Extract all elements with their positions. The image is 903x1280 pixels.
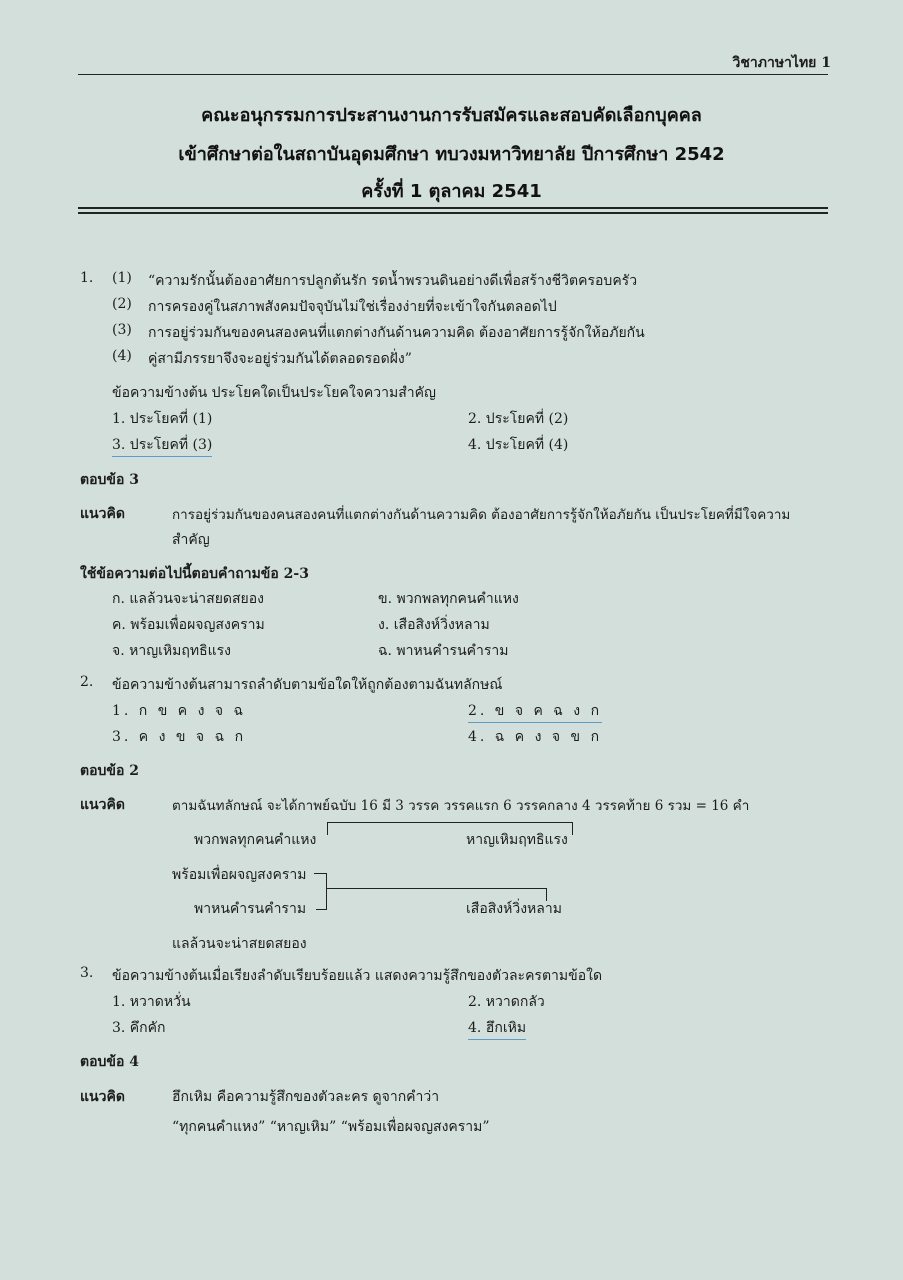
- diagram-verse-5: เสือสิงห์วิ่งหลาม: [466, 901, 562, 917]
- diagram-verse-4: พาหนคำรนคำราม: [194, 901, 307, 917]
- title-line-1: คณะอนุกรรมการประสานงานการรับสมัครและสอบคัดเลือกบุคคล: [201, 105, 702, 126]
- q2-idea: ตามฉันทลักษณ์ จะได้กาพย์ฉบับ 16 มี 3 วรรค วรรคแรก 6 วรรคกลาง 4 วรรคท้าย 6 รวม = 16 คำ: [172, 798, 750, 814]
- q1-s3-number: (3): [112, 322, 132, 338]
- q1-option-1: 1. ประโยคที่ (1): [112, 411, 213, 427]
- q2-number: 2.: [80, 674, 94, 690]
- q1-idea-label: แนวคิด: [80, 506, 125, 522]
- title-line-2: เข้าศึกษาต่อในสถาบันอุดมศึกษา ทบวงมหาวิทยาลัย ปีการศึกษา 2542: [178, 144, 725, 165]
- q3-option-1: 1. หวาดหวั่น: [112, 994, 191, 1010]
- verse-kho: ข. พวกพลทุกคนคำแหง: [378, 591, 519, 607]
- bracket-line-4: [316, 909, 327, 910]
- title-line-3: ครั้งที่ 1 ตุลาคม 2541: [361, 181, 542, 202]
- q1-option-4: 4. ประโยคที่ (4): [468, 437, 569, 453]
- verse-ngo: ง. เสือสิงห์วิ่งหลาม: [378, 617, 490, 633]
- diagram-verse-6: แลล้วนจะน่าสยดสยอง: [172, 936, 307, 952]
- q1-option-3: 3. ประโยคที่ (3): [112, 434, 212, 457]
- q2-option-3: 3. ค ง ข จ ฉ ก: [112, 729, 247, 745]
- verse-ka: ก. แลล้วนจะน่าสยดสยอง: [112, 591, 264, 607]
- q2-option-1: 1. ก ข ค ง จ ฉ: [112, 703, 247, 719]
- q3-idea-line-2: “ทุกคนคำแหง” “หาญเหิม” “พร้อมเพื่อผจญสงคราม”: [172, 1119, 490, 1135]
- q1-sentence-2: การครองคู่ในสภาพสังคมปัจจุบันไม่ใช่เรื่องง่ายที่จะเข้าใจกันตลอดไป: [148, 299, 557, 315]
- q3-idea-line-1: ฮึกเหิม คือความรู้สึกของตัวละคร ดูจากคำว่า: [172, 1089, 440, 1105]
- q1-sentence-1: “ความรักนั้นต้องอาศัยการปลูกต้นรัก รดน้ำพรวนดินอย่างดีเพื่อสร้างชีวิตครอบครัว: [148, 273, 638, 289]
- header-rule: [78, 74, 828, 75]
- q1-option-2: 2. ประโยคที่ (2): [468, 411, 569, 427]
- diagram-verse-1: พวกพลทุกคนคำแหง: [194, 832, 317, 848]
- diagram-verse-2: หาญเหิมฤทธิแรง: [466, 832, 568, 848]
- q3-idea-label: แนวคิด: [80, 1089, 125, 1105]
- q1-idea-line-2: สำคัญ: [172, 532, 210, 548]
- q1-number: 1.: [80, 270, 94, 286]
- q1-sentence-4: คู่สามีภรรยาจึงจะอยู่ร่วมกันได้ตลอดรอดฝั่ง”: [148, 351, 412, 367]
- q1-s2-number: (2): [112, 296, 132, 312]
- q2-option-4: 4. ฉ ค ง จ ข ก: [468, 729, 603, 745]
- q2-answer: ตอบข้อ 2: [80, 763, 139, 779]
- q1-answer: ตอบข้อ 3: [80, 472, 139, 488]
- q3-number: 3.: [80, 965, 94, 981]
- q1-s1-number: (1): [112, 270, 132, 286]
- q3-answer: ตอบข้อ 4: [80, 1054, 139, 1070]
- verse-jo: จ. หาญเหิมฤทธิแรง: [112, 643, 231, 659]
- verse-kho2: ค. พร้อมเพื่อผจญสงคราม: [112, 617, 265, 633]
- q1-s4-number: (4): [112, 348, 132, 364]
- q3-question: ข้อความข้างต้นเมื่อเรียงลำดับเรียบร้อยแล้ว แสดงความรู้สึกของตัวละครตามข้อใด: [112, 968, 603, 984]
- bracket-line-2: [314, 873, 326, 874]
- title-rule-bottom: [78, 212, 828, 214]
- q1-idea-line-1: การอยู่ร่วมกันของคนสองคนที่แตกต่างกันด้านความคิด ต้องอาศัยการรู้จักให้อภัยกัน เป็นประโยคที่มีใจความ: [172, 507, 791, 523]
- q2-question: ข้อความข้างต้นสามารถลำดับตามข้อใดให้ถูกต้องตามฉันทลักษณ์: [112, 677, 503, 693]
- diagram-verse-3: พร้อมเพื่อผจญสงคราม: [172, 867, 307, 883]
- q3-option-3: 3. คึกคัก: [112, 1020, 166, 1036]
- q3-option-4: 4. ฮึกเหิม: [468, 1017, 526, 1040]
- subject-label: วิชาภาษาไทย 1: [732, 55, 831, 71]
- verse-cho: ฉ. พาหนคำรนคำราม: [378, 643, 509, 659]
- q1-sentence-3: การอยู่ร่วมกันของคนสองคนที่แตกต่างกันด้านความคิด ต้องอาศัยการรู้จักให้อภัยกัน: [148, 325, 645, 341]
- q2-option-2: 2. ข จ ค ฉ ง ก: [468, 700, 602, 723]
- q1-question: ข้อความข้างต้น ประโยคใดเป็นประโยคใจความสำคัญ: [112, 385, 436, 401]
- q2-idea-label: แนวคิด: [80, 797, 125, 813]
- q3-option-2: 2. หวาดกลัว: [468, 994, 545, 1010]
- section-heading: ใช้ข้อความต่อไปนี้ตอบคำถามข้อ 2-3: [80, 566, 309, 582]
- title-rule-top: [78, 207, 828, 209]
